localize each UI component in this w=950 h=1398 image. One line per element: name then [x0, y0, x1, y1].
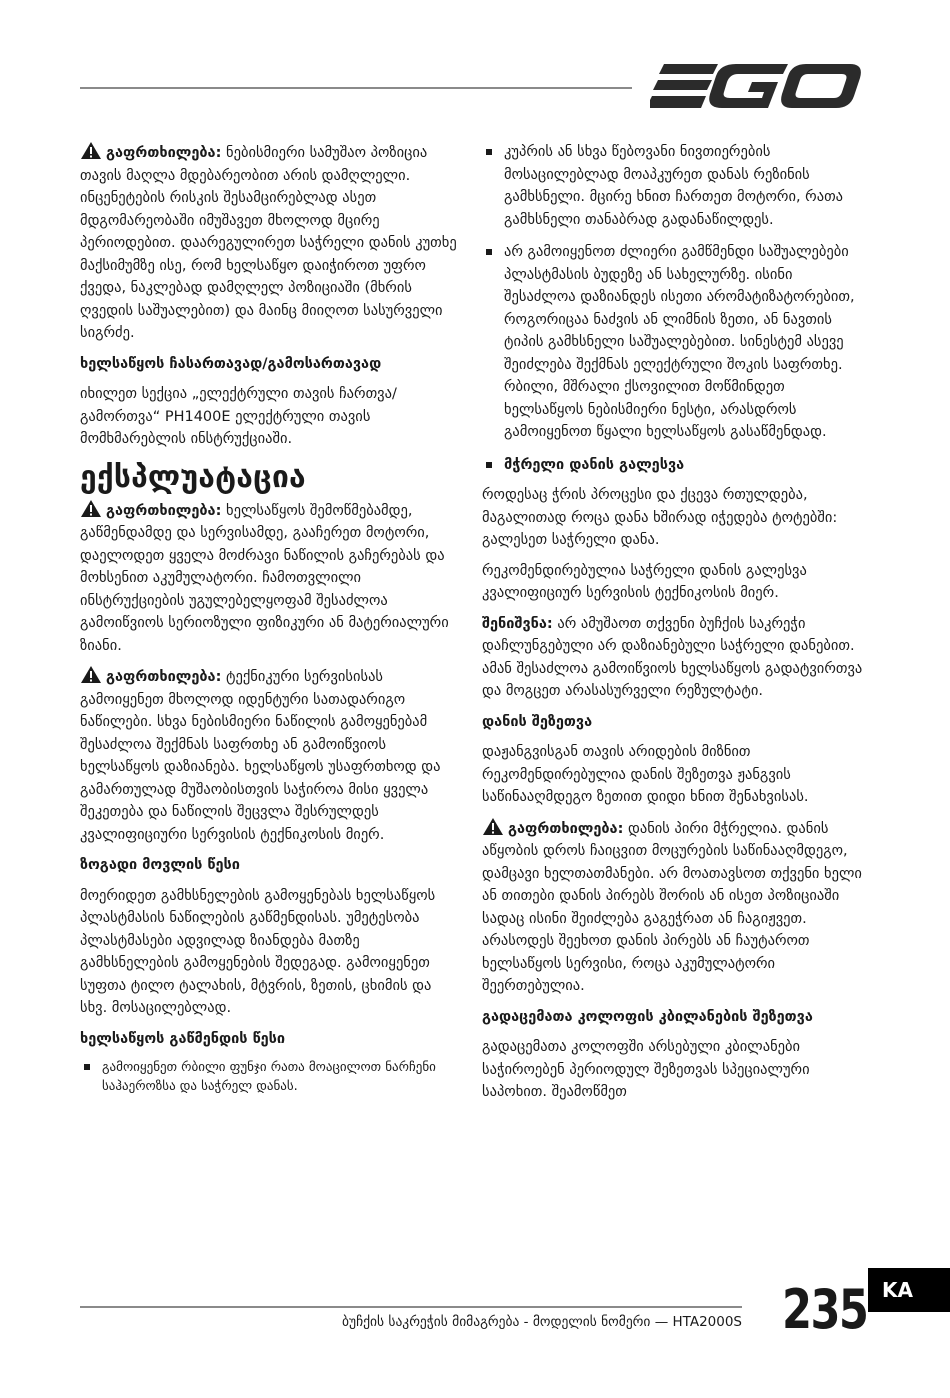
note-label: შენიშვნა: — [482, 615, 553, 632]
heading-sharpen-blade — [482, 454, 867, 477]
page-number: 235 — [782, 1278, 868, 1341]
warning-text: ხელსაწყოს შემოწმებამდე, გაწმენდამდე და სერვისამდე, გააჩერეთ მოტორი, დაელოდეთ ყველა მოძრავი ნაწილის გაჩერებას და მოხსენით აკუმულატორი. ჩამოთვლილი ინსტრუქციების უგულებელყოფამ შესაძლოა გამოიწვიოს სერიოზული ფიზიკური ან მატერიალური ზიანი. — [80, 502, 449, 654]
list-item-text: არ გამოიყენოთ ძლიერი გამწმენდი საშუალებები პლასტმასის ბუდეზე ან სახელურზე. ისინი შესაძლოა დაზიანდეს ისეთი არომატიზატორებით, როგორიცაა ნაძვის ან ლიმნის ზეთი, ან ნავთის ტიპის გამხსნელი საშუალებებით. სინესტემ ასევე შეიძლება შექმნას ელექტრული შოკის საფრთხე. რბილი, მშრალი ქსოვილით მოწმინდეთ ხელსაწყოს ნებისმიერი ნესტი, არასდროს გამოიყენოთ წყალი ხელსაწყოს გასაწმენდად. — [504, 244, 855, 440]
warning-paragraph-blade — [482, 817, 867, 998]
bullet-square-icon — [486, 462, 492, 468]
warning-label: გაფრთხილება: — [106, 669, 222, 685]
cleaning-list — [80, 1058, 462, 1096]
ego-logo — [650, 62, 862, 110]
bullet-square-icon — [486, 249, 492, 255]
warning-label: გაფრთხილება: — [106, 145, 222, 161]
heading-text: მჭრელი დანის გალესვა — [504, 456, 685, 473]
list-item-text: გამოიყენეთ რბილი ფუნჯი რათა მოაცილოთ ნარჩენი საჰაეროზსა და საჭრელ დანას. — [102, 1060, 436, 1094]
sharpen-paragraph-1: როდესაც ჭრის პროცესი და ქცევა რთულდება, მაგალითად როცა დანა ხშირად იჭედება ტოტებში: გალესეთ საჭრელი დანა. — [482, 487, 838, 548]
section-title-operation: ექსპლუატაცია — [80, 459, 306, 495]
list-item — [80, 1058, 462, 1096]
warning-triangle-icon — [80, 141, 102, 160]
header-rule — [80, 87, 632, 89]
care-list — [482, 141, 867, 444]
warning-label: გაფრთხილება: — [106, 502, 222, 519]
lubrication-paragraph: დაჟანგვისგან თავის არიდების მიზნით რეკომენდირებულია დანის შეზეთვა ჟანგვის საწინააღმდეგო ზეთით დიდი ხნით შენახვისას. — [482, 744, 809, 805]
right-column — [482, 141, 867, 1112]
left-column — [80, 141, 462, 1106]
warning-text: დანის პირი მჭრელია. დანის აწყობის დროს ჩაიცვით მოცურების საწინააღმდეგო, დამცავი ხელთათმანები. არ მოათავსოთ თქვენი ხელი ან თითები დანის პირებს შორის ან ისეთ პოზიციაში სადაც ისინი შეიძლება გაგეჭრათ ან ჩაგიჟვეთ. არასოდეს შეეხოთ დანის პირებს ან ჩაუტაროთ ხელსაწყოს სერვისი, როცა აკუმულატორი შეერთებულია. — [482, 820, 862, 994]
list-item — [482, 241, 867, 444]
warning-paragraph-parts — [80, 665, 462, 846]
bullet-square-icon — [486, 149, 492, 155]
general-care-paragraph: მოერიდეთ გამხსნელების გამოყენებას ხელსაწყოს პლასტმასის ნაწილების გაწმენდისას. უმეტესობა პლასტმასები ადვილად ზიანდება მათზე გამხსნელების გამოყენების შედეგად. გამოიყენეთ სუფთა ტილო ტალახის, მტვრის, ზეთის, ცხიმის და სხვ. მოსაცილებლად. — [80, 887, 436, 1016]
list-item-text: კუპრის ან სხვა წებოვანი ნივთიერების მოსაცილებლად მოაპკურეთ დანას რეზინის გამხსნელი. მცირე ხნით ჩართეთ მოტორი, რათა გამხსნელი თანაბრად გადანაწილდეს. — [504, 144, 844, 228]
heading-cleaning: ხელსაწყოს გაწმენდის წესი — [80, 1030, 286, 1047]
warning-triangle-icon — [80, 499, 102, 518]
warning-paragraph-maintenance — [80, 499, 462, 658]
warning-text: ნებისმიერი სამუშაო პოზიცია თავის მაღლა მდებარეობით არის დამღლელი. ინცენეტების რისკის შესამცირებლად ასეთ მდგომარეობაში იმუშავეთ მხოლოდ მცირე პერიოდებით. დაარეგულირეთ საჭრელი დანის კუთხე მაქსიმუმზე ისე, რომ ხელსაწყო დაიჭიროთ უფრო ქვედა, ნაკლებად დამღლელ პოზიციაში (მხრის ღვედის საშუალებით) და მაინც მიიღოთ სასურველი სიგრძე. — [80, 145, 457, 341]
warning-label: გაფრთხილება: — [508, 820, 624, 837]
heading-general-care: ზოგადი მოვლის წესი — [80, 857, 240, 873]
footer-rule — [80, 1306, 742, 1308]
list-item — [482, 141, 867, 231]
heading-gearbox-lubrication: გადაცემათა კოლოფის კბილანების შეზეთვა — [482, 1008, 813, 1025]
on-off-paragraph: იხილეთ სექცია „ელექტრული თავის ჩართვა/გამორთვა“ PH1400E ელექტრული თავის მომხმარებლის ინსტრუქციაში. — [80, 386, 397, 447]
warning-triangle-icon — [482, 817, 504, 836]
footer-caption: ბუჩქის საკრეჭის მიმაგრება - მოდელის ნომერი — HTA2000S — [342, 1314, 742, 1330]
sharpen-paragraph-2: რეკომენდირებულია საჭრელი დანის გალესვა კვალიფიციურ სერვისის ტექნიკოსის მიერ. — [482, 562, 807, 601]
language-tab: KA — [868, 1268, 950, 1312]
warning-triangle-icon — [80, 665, 102, 684]
heading-on-off: ხელსაწყოს ჩასართავად/გამოსართავად — [80, 355, 382, 372]
warning-text: ტექნიკური სერვისისას გამოიყენეთ მხოლოდ იდენტური სათადარიგო ნაწილები. სხვა ნებისმიერი ნაწილის გამოყენებამ შესაძლოა შექმნას საფრთხე ან გამოიწვიოს ხელსაწყოს დაზიანება. ხელსაწყოს უსაფრთხოდ და გამართულად მუშაობისთვის საჭიროა მისი ყველა შეკეთება და ნაწილის შეცვლა შესრულდეს კვალიფიციური სერვისის ტექნიკოსის მიერ. — [80, 669, 441, 843]
heading-blade-lubrication: დანის შეზეთვა — [482, 713, 593, 730]
note-paragraph — [482, 613, 867, 703]
note-text: არ ამუშაოთ თქვენი ბუჩქის საკრეჭი დაჩლუნგებული არ დაზიანებული საჭრელი დანებით. ამან შესაძლოა გამოიწვიოს ხელსაწყოს გადატვირთვა და მოგცეთ არასასურველი რეზულტატი. — [482, 615, 863, 699]
gearbox-paragraph: გადაცემათა კოლოფში არსებული კბილანები საჭიროებენ პერიოდულ შეზეთვას სპეციალური საპოხით. შეამოწმეთ — [482, 1039, 810, 1100]
warning-paragraph-overhead — [80, 141, 462, 345]
bullet-square-icon — [84, 1064, 90, 1070]
